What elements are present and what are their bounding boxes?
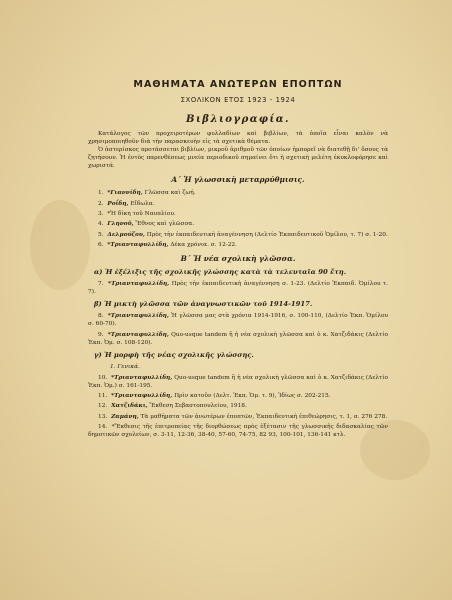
document-body [88, 78, 388, 441]
intro-paragraph: Κατάλογος τῶν προχειροτέρων φυλλαδίων καὶ βιβλίων, τὰ ὁποῖα εἶναι καλὸν νὰ χρησιμοποιηθοῦν διὰ τὴν παρασκευὴν εἰς τὰ σχετικὰ θέματα. [88, 131, 388, 146]
list-item: 4. Γληνοῦ, Ἔθνος καὶ γλῶσσα. [98, 221, 195, 228]
paper-stain [30, 200, 90, 290]
subsection-c-heading: γ) Ἡ μορφὴ τῆς νέας σχολικῆς γλώσσης. [94, 350, 254, 359]
bibliography-heading: Βιβλιογραφία. [186, 114, 290, 125]
subsection-b-heading: β) Ἡ μικτὴ γλῶσσα τῶν ἀναγνωστικῶν τοῦ 1914-1917. [94, 300, 313, 309]
subsection-a-list [88, 280, 388, 296]
list-item: 1. *Γιαννίδη, Γλῶσσα καὶ ζωή. [98, 190, 196, 197]
document-title: ΜΑΘΗΜΑΤΑ ΑΝΩΤΕΡΩΝ ΕΠΟΠΤΩΝ [133, 79, 343, 90]
list-item: 12. Χατζιδάκι, Ἔκθεση Σεβαστοπουλείου, 1918. [98, 403, 247, 410]
list-item: 3. *Ἡ δίκη τοῦ Ναυπλίου. [98, 211, 176, 218]
list-item: 11. *Τριανταφυλλίδη, Πρὶν κατοῦν (Δελτ. Ἐκπ. Ὁμ. τ. 9), Ἰδίως σ. 202-215. [98, 393, 331, 400]
list-item: 13. Ζαμάνη, Τὰ μαθήματα τῶν ἀνωτέρων ἐποπτῶν, Ἐκπαιδευτικὴ ἐπιθεώρησις, τ. 1, σ. 276 278. [98, 413, 388, 420]
section-a-list [88, 189, 388, 249]
subsection-b-list [88, 312, 388, 347]
subsection-a-heading: α) Ἡ ἐξέλιξις τῆς σχολικῆς γλώσσης κατὰ τὰ τελευταῖα 90 ἔτη. [94, 267, 347, 276]
intro-paragraph: Ὁ ἀστερίσκος προτάσσεται βιβλίων, μικροῦ ἀριθμοῦ τῶν ὁποίων ἠμπορεῖ νὰ διατεθῇ δι' ὅσους τὰ ζητήσουν. Ἡ ἐντὸς παρενθέσεως μνεία περιοδικοῦ σημαίνει ὅτι ἡ σχετικὴ μελέτη ἐκυκλοφόρησε καὶ χωριστά. [88, 147, 388, 170]
list-item: 9. *Τριανταφυλλίδη, Quo-usque tandem ἢ ἡ νέα σχολικὴ γλῶσσα καὶ ὁ κ. Χατζιδάκις (Δελτίο Ἐκπ. Ὁμ. σ. 108-120). [88, 331, 389, 346]
section-b-heading: Β΄ Ἡ νέα σχολικὴ γλῶσσα. [180, 253, 296, 263]
list-item: 7. *Τριανταφυλλίδη, Πρὸς τὴν ἐκπαιδευτικὴ ἀναγέννηση σ. 1-23. (Δελτίο Ἐκπαιδ. Ὁμίλου τ. 7). [88, 280, 389, 296]
list-item: 14. *Ἔκθεσις τῆς ἐπιτροπείας τῆς διορθώσεως πρὸς ἐξέτασιν τῆς γλωσσικῆς διδασκαλίας τῶν δημοτικῶν σχολείων, σ. 3-11, 12-36, 38-40, 57-60, 74-75, 82 93, 100-101, 136-141 κτλ. [88, 423, 389, 439]
document-subtitle: ΣΧΟΛΙΚΟΝ ΕΤΟΣ 1923 - 1924 [180, 96, 296, 104]
list-item: 5. Δελμούζου, Πρὸς τὴν ἐκπαιδευτικὴ ἀναγέννηση (Δελτίο Ἐκπαιδευτικοῦ Ὁμίλου, τ. 7) σ. 1-20. [98, 231, 388, 238]
subsection-c-general-heading: 1. Γενικά. [110, 363, 140, 370]
list-item: 10. *Τριανταφυλλίδη, Quo-usque tandem ἢ ἡ νέα σχολικὴ γλῶσσα καὶ ὁ κ. Χατζιδάκις (Δελτίο Ἐκπ. Ὁμ.) σ. 161-195. [88, 374, 388, 389]
section-a-heading: Α΄ Ἡ γλωσσικὴ μεταρρύθμισις. [171, 175, 305, 185]
subsection-c-list [88, 374, 388, 439]
list-item: 6. *Τριανταφυλλίδη, Δέκα χρόνια. σ. 12-22. [98, 241, 237, 248]
list-item: 8. *Τριανταφυλλίδη, Ἡ γλῶσσα μας στὰ χρόνια 1914-1916, σ. 100-110, (Δελτίο Ἐκπ. Ὁμίλου σ. 60-70). [88, 313, 389, 328]
list-item: 2. Ροΐδη, Εἴδωλα. [98, 200, 155, 207]
